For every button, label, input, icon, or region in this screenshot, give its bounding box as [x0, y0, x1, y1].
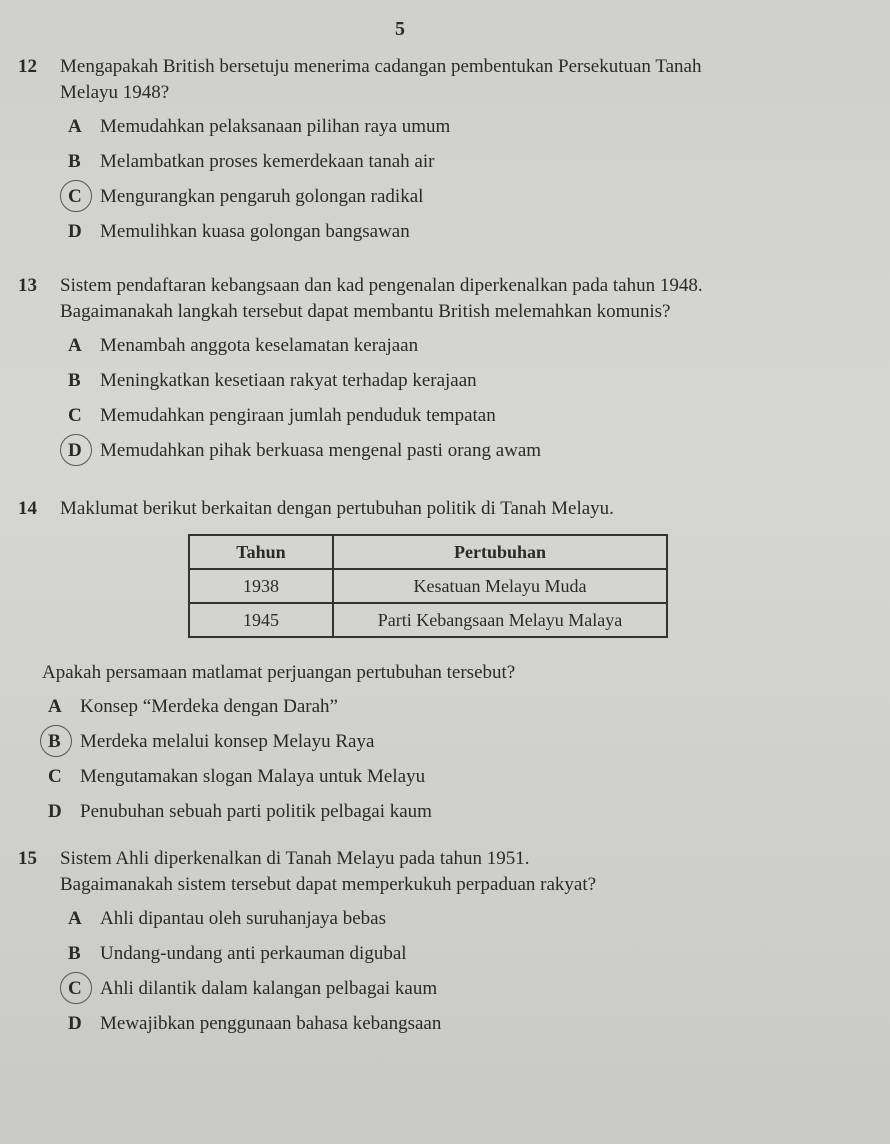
question-stem: Maklumat berikut berkaitan dengan pertubuhan politik di Tanah Melayu. — [60, 498, 614, 519]
organisation-table — [188, 534, 668, 638]
table-cell-year: 1938 — [189, 569, 333, 603]
option-d[interactable] — [60, 219, 838, 254]
question-stem: Sistem pendaftaran kebangsaan dan kad pengenalan diperkenalkan pada tahun 1948. — [60, 275, 703, 296]
option-a[interactable] — [40, 694, 838, 729]
option-letter: B — [68, 151, 81, 172]
question-number: 15 — [18, 848, 37, 869]
option-letter: B — [68, 370, 81, 391]
option-letter: A — [68, 908, 82, 929]
option-letter: A — [48, 696, 62, 717]
option-letter: C — [68, 184, 94, 210]
option-text: Konsep “Merdeka dengan Darah” — [80, 696, 338, 717]
option-letter: A — [68, 335, 82, 356]
option-letter: D — [68, 438, 94, 464]
table-cell-organisation: Kesatuan Melayu Muda — [333, 569, 667, 603]
option-c[interactable] — [40, 764, 838, 799]
question-13 — [18, 273, 838, 473]
option-text: Penubuhan sebuah parti politik pelbagai kaum — [80, 801, 432, 822]
option-letter: C — [48, 766, 62, 787]
option-b[interactable] — [60, 941, 838, 976]
question-15 — [18, 846, 838, 1046]
option-text: Memudahkan pengiraan jumlah penduduk tempatan — [100, 405, 496, 426]
option-letter: B — [48, 729, 74, 755]
option-b[interactable] — [60, 368, 838, 403]
option-d[interactable] — [60, 438, 838, 473]
table-cell-year: 1945 — [189, 603, 333, 637]
option-letter: D — [68, 1013, 82, 1034]
option-letter: D — [68, 221, 82, 242]
option-letter: C — [68, 405, 82, 426]
option-text: Mengurangkan pengaruh golongan radikal — [100, 186, 424, 207]
option-text: Merdeka melalui konsep Melayu Raya — [80, 731, 375, 752]
option-c[interactable] — [60, 184, 838, 219]
option-c[interactable] — [60, 403, 838, 438]
option-b[interactable] — [40, 729, 838, 764]
table-row — [189, 569, 667, 603]
question-number: 14 — [18, 498, 37, 519]
option-text: Ahli dipantau oleh suruhanjaya bebas — [100, 908, 386, 929]
question-prompt: Bagaimanakah langkah tersebut dapat membantu British melemahkan komunis? — [60, 301, 671, 322]
option-a[interactable] — [60, 333, 838, 368]
option-a[interactable] — [60, 906, 838, 941]
option-a[interactable] — [60, 114, 838, 149]
page-number: 5 — [395, 18, 405, 40]
option-letter: C — [68, 976, 94, 1002]
table-row — [189, 603, 667, 637]
table-cell-organisation: Parti Kebangsaan Melayu Malaya — [333, 603, 667, 637]
option-text: Undang-undang anti perkauman digubal — [100, 943, 407, 964]
option-d[interactable] — [40, 799, 838, 834]
option-text: Ahli dilantik dalam kalangan pelbagai kaum — [100, 978, 438, 999]
table-header-year: Tahun — [189, 535, 333, 569]
question-stem: Sistem Ahli diperkenalkan di Tanah Melayu pada tahun 1951. — [60, 848, 530, 869]
option-text: Memudahkan pihak berkuasa mengenal pasti orang awam — [100, 440, 542, 461]
option-b[interactable] — [60, 149, 838, 184]
question-prompt: Bagaimanakah sistem tersebut dapat memperkukuh perpaduan rakyat? — [60, 874, 597, 895]
question-stem: Mengapakah British bersetuju menerima cadangan pembentukan Persekutuan Tanah — [60, 56, 702, 77]
option-letter: D — [48, 801, 62, 822]
option-text: Mengutamakan slogan Malaya untuk Melayu — [80, 766, 426, 787]
table-header-row — [189, 535, 667, 569]
option-text: Mewajibkan penggunaan bahasa kebangsaan — [100, 1013, 442, 1034]
question-number: 13 — [18, 275, 37, 296]
question-prompt: Apakah persamaan matlamat perjuangan pertubuhan tersebut? — [42, 662, 516, 683]
question-number: 12 — [18, 56, 37, 77]
option-text: Memudahkan pelaksanaan pilihan raya umum — [100, 116, 451, 137]
option-text: Memulihkan kuasa golongan bangsawan — [100, 221, 410, 242]
table-header-organisation: Pertubuhan — [333, 535, 667, 569]
option-text: Menambah anggota keselamatan kerajaan — [100, 335, 419, 356]
option-text: Meningkatkan kesetiaan rakyat terhadap kerajaan — [100, 370, 477, 391]
question-stem-continued: Melayu 1948? — [60, 82, 170, 103]
question-14 — [18, 496, 838, 834]
option-d[interactable] — [60, 1011, 838, 1046]
option-letter: A — [68, 116, 82, 137]
option-letter: B — [68, 943, 81, 964]
question-12 — [18, 54, 838, 254]
option-text: Melambatkan proses kemerdekaan tanah air — [100, 151, 435, 172]
option-c[interactable] — [60, 976, 838, 1011]
